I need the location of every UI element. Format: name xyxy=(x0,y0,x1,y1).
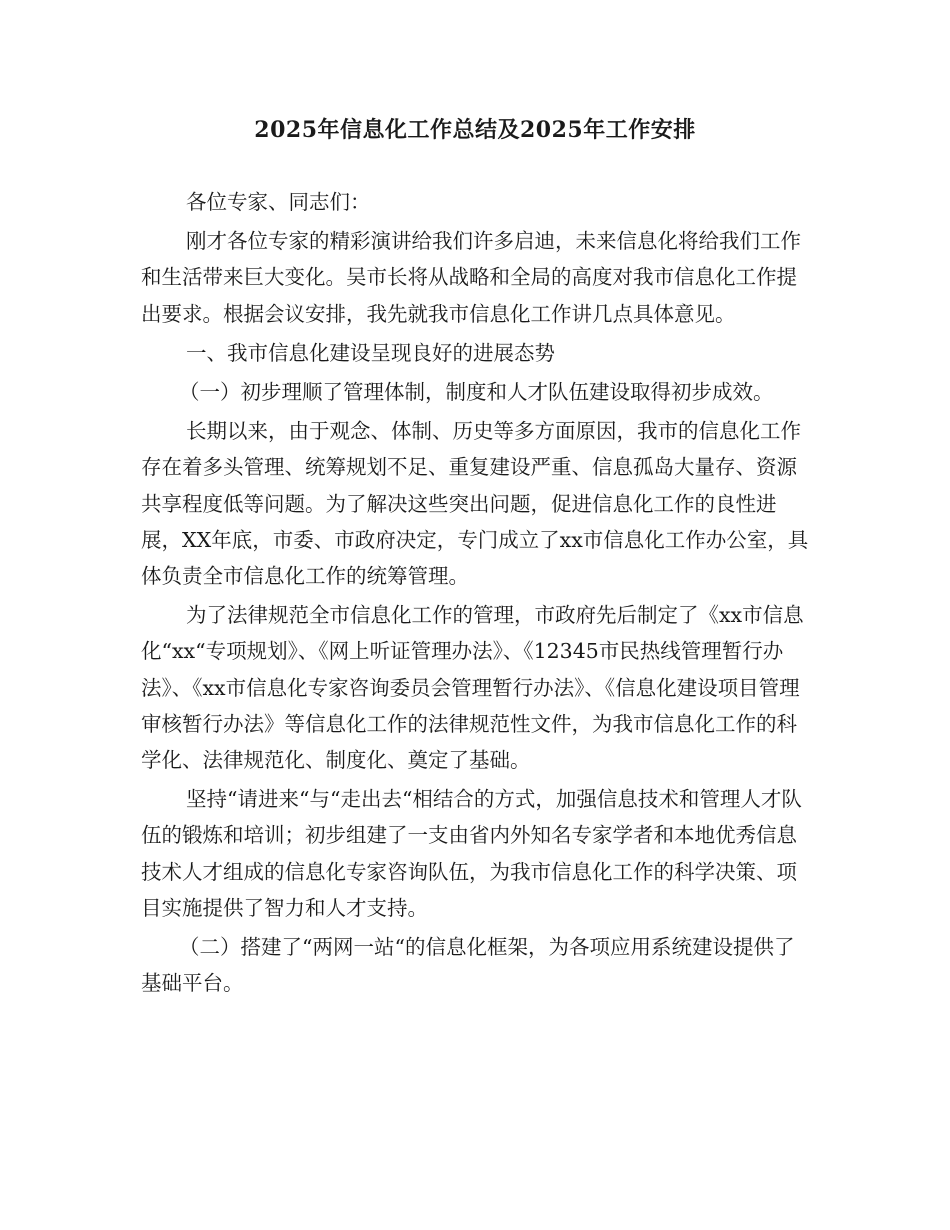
opening-paragraph: 刚才各位专家的精彩演讲给我们许多启迪，未来信息化将给我们工作和生活带来巨大变化。吴市长将从战略和全局的高度对我市信息化工作提出要求。根据会议安排，我先就我市信息化工作讲几点具体意见。 xyxy=(141,229,801,326)
subsection-heading-1: （一）初步理顺了管理体制，制度和人才队伍建设取得初步成效。 xyxy=(179,380,774,405)
salutation-paragraph: 各位专家、同志们： xyxy=(186,190,371,214)
section-heading-1: 一、我市信息化建设呈现良好的进展态势 xyxy=(186,340,555,365)
document-title: 2025年信息化工作总结及2025年工作安排 xyxy=(254,117,696,143)
body-paragraph-regulations: 为了法律规范全市信息化工作的管理，市政府先后制定了《xx市信息化“xx“专项规划》、《网上听证管理办法》、《12345市民热线管理暂行办法》、《xx市信息化专家咨询委员会管理暂行办法》、《信息化建设项目管理审核暂行办法》等信息化工作的法律规范性文件，为我市信息化工作的科学化、法律规范化、制度化、奠定了基础。 xyxy=(141,603,804,773)
subsection-heading-2: （二）搭建了“两网一站“的信息化框架，为各项应用系统建设提供了基础平台。 xyxy=(141,935,795,996)
body-paragraph-management: 长期以来，由于观念、体制、历史等多方面原因，我市的信息化工作存在着多头管理、统筹规划不足、重复建设严重、信息孤岛大量存、资源共享程度低等问题。为了解决这些突出问题，促进信息化工作的良性进展，XX年底，市委、市政府决定，专门成立了xx市信息化工作办公室，具体负责全市信息化工作的统筹管理。 xyxy=(141,419,809,589)
document-body xyxy=(141,184,809,1004)
body-paragraph-talent: 坚持“请进来“与“走出去“相结合的方式，加强信息技术和管理人才队伍的锻炼和培训；初步组建了一支由省内外知名专家学者和本地优秀信息技术人才组成的信息化专家咨询队伍，为我市信息化工作的科学决策、项目实施提供了智力和人才支持。 xyxy=(141,787,802,920)
